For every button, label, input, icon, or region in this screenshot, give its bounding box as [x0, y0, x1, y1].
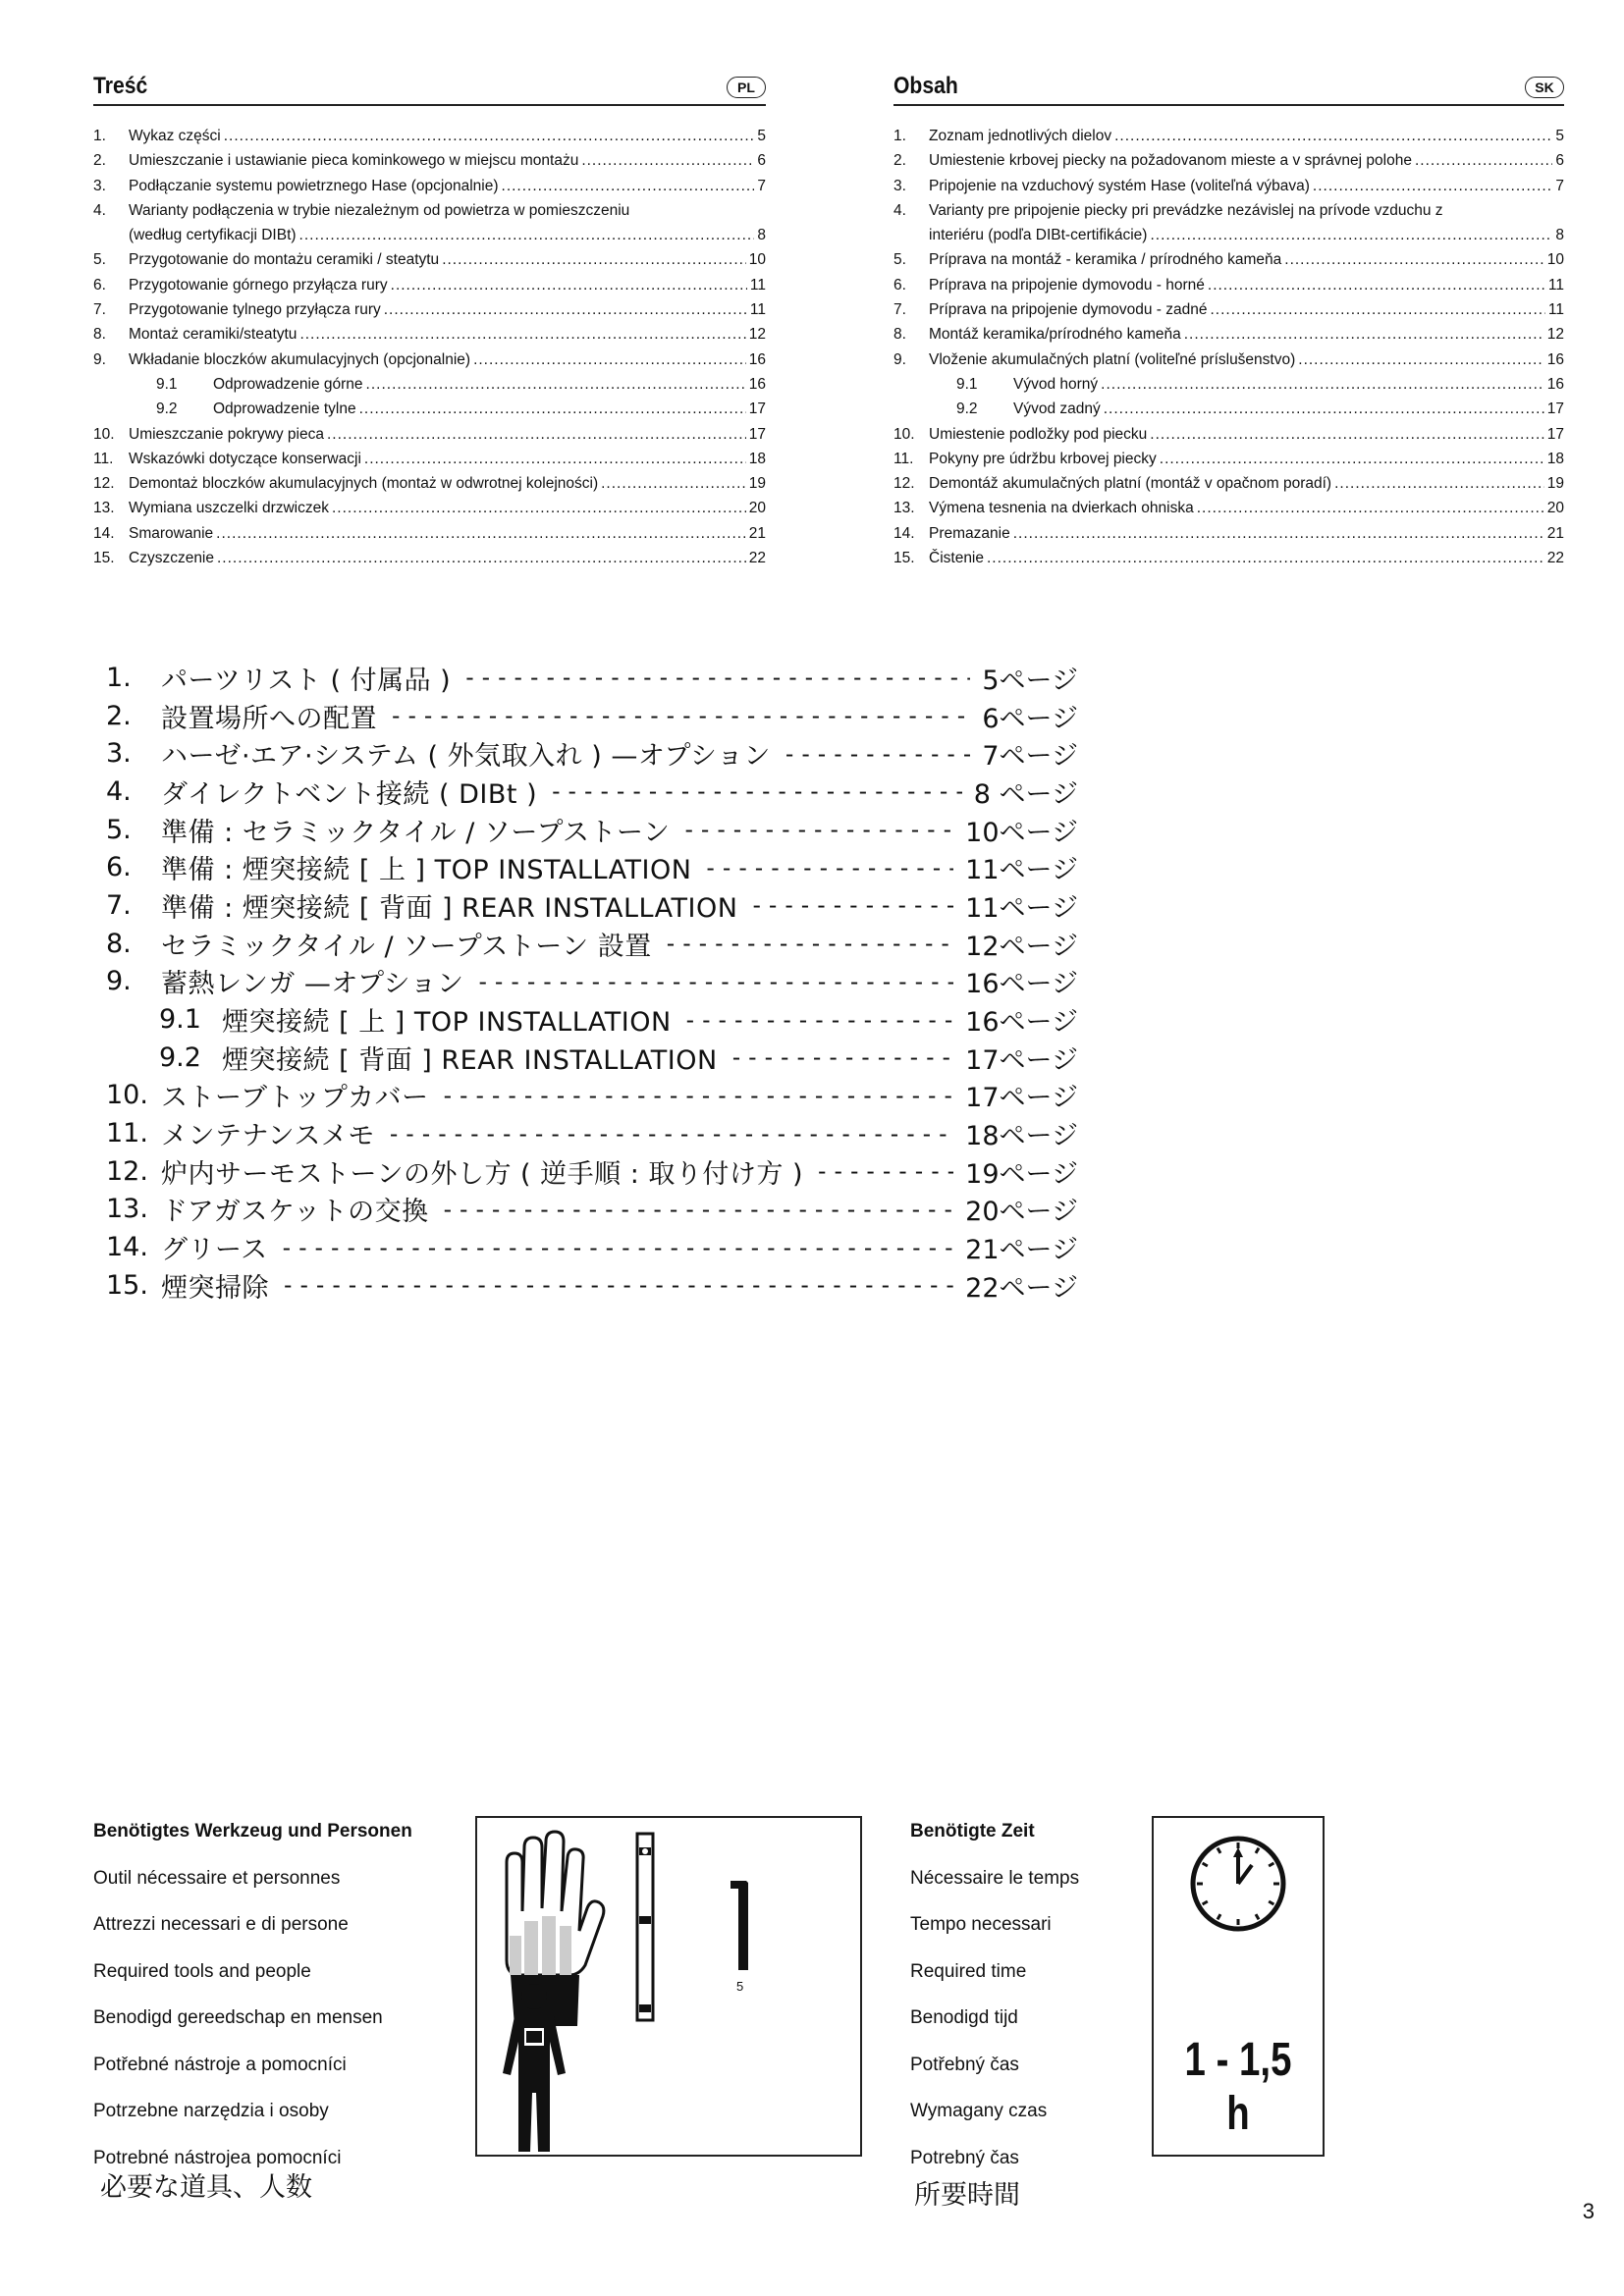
toc-item-title: (według certyfikacji DIBt): [129, 227, 297, 244]
jp-toc-number: 14.: [106, 1232, 148, 1263]
toc-item-title: Przygotowanie górnego przyłącza rury: [129, 276, 388, 294]
toc-item-number: 15.: [893, 550, 915, 567]
toc-item-title: Podłączanie systemu powietrznego Hase (opcjonalnie): [129, 177, 499, 194]
toc-item-title: Smarowanie: [129, 524, 214, 542]
jp-toc-number: 15.: [106, 1269, 148, 1301]
jp-toc-row: [106, 773, 1078, 811]
toc-item-page: 12: [748, 326, 766, 344]
toc-item-title: Vývod horný: [1013, 375, 1099, 393]
jp-leader-dashes: [681, 816, 953, 843]
jp-toc-page: 19ページ: [965, 1158, 1078, 1190]
toc-item-number: 6.: [893, 276, 906, 294]
toc-item-number: 12.: [93, 475, 115, 493]
jp-leader-dashes: [280, 1234, 954, 1261]
jp-toc-row: [106, 925, 1078, 963]
toc-item-page: 17: [748, 400, 766, 418]
toc-item-page: 5: [1555, 128, 1564, 144]
toc-item-page: 8: [757, 227, 766, 244]
toc-row: [93, 347, 766, 372]
toc-sk: [893, 71, 1564, 570]
jp-leader-dashes: [683, 1006, 954, 1034]
toc-item-number: 11.: [893, 450, 914, 467]
toc-item-page: 8: [1555, 227, 1564, 244]
toc-row: [893, 198, 1564, 223]
toc-leader-dots: [601, 471, 746, 496]
toc-item-title: Przygotowanie tylnego przyłącza rury: [129, 301, 381, 319]
toc-item-number: 14.: [93, 524, 115, 542]
toc-leader-dots: [299, 223, 755, 247]
toc-item-number: 6.: [93, 276, 106, 294]
tools-label: Attrezzi necessari e di persone: [93, 1914, 349, 1935]
toc-item-page: 19: [1546, 475, 1564, 493]
toc-sk-title: Obsah: [893, 73, 958, 99]
toc-leader-dots: [1298, 347, 1543, 372]
tools-label: Required tools and people: [93, 1960, 311, 1982]
jp-toc-row: [106, 734, 1078, 773]
jp-leader-dashes: [462, 664, 970, 691]
jp-toc-number: 6.: [106, 852, 132, 883]
toc-leader-dots: [359, 397, 746, 421]
toc-row: [93, 174, 766, 198]
jp-toc-row: [106, 1152, 1078, 1191]
toc-item-title: Varianty pre pripojenie piecky pri prevádzke nezávislej na prívode vzduchu z: [929, 201, 1443, 219]
jp-toc-title: 準備 : セラミックタイル / ソープストーン: [161, 817, 671, 848]
jp-toc-row: [106, 659, 1078, 697]
jp-toc-number: 1.: [106, 662, 132, 693]
toc-item-page: 11: [1547, 276, 1564, 294]
toc-item-number: 9.1: [156, 375, 178, 393]
toc-item-number: 4.: [93, 201, 106, 219]
toc-pl-header: [93, 71, 766, 106]
toc-item-title: Przygotowanie do montażu ceramiki / steatytu: [129, 251, 440, 269]
jp-toc-page: 20ページ: [965, 1197, 1078, 1228]
toc-leader-dots: [327, 422, 746, 447]
toc-item-page: 20: [1546, 500, 1564, 517]
jp-toc-row: [106, 1039, 1078, 1077]
toc-item-number: 10.: [893, 425, 915, 443]
lang-badge-sk: SK: [1525, 77, 1564, 98]
jp-leader-dashes: [730, 1043, 953, 1071]
jp-toc-title: 準備 : 煙突接続 [ 上 ] TOP INSTALLATION: [161, 855, 692, 886]
jp-toc-title: ハーゼ·エア·システム ( 外気取入れ ) —オプション: [161, 741, 771, 773]
toc-row: [93, 223, 766, 247]
jp-toc-page: 17ページ: [965, 1083, 1078, 1114]
toc-row: [93, 273, 766, 297]
jp-toc-number: 5.: [106, 814, 132, 845]
toc-leader-dots: [1150, 422, 1543, 447]
jp-toc-row: [106, 1077, 1078, 1115]
jp-toc-title: セラミックタイル / ソープストーン 設置: [161, 931, 652, 962]
toc-item-number: 15.: [93, 550, 115, 567]
toc-sk-list: [893, 124, 1564, 570]
toc-item-title: interiéru (podľa DIBt-certifikácie): [929, 227, 1148, 244]
toc-item-page: 17: [1546, 400, 1564, 418]
toc-item-title: Premazanie: [929, 524, 1010, 542]
toc-leader-dots: [224, 124, 755, 148]
toc-item-page: 21: [748, 524, 766, 542]
toc-row: [893, 496, 1564, 520]
hex-key-icon: [731, 1881, 748, 1994]
jp-toc-page: 8 ページ: [973, 778, 1078, 810]
toc-leader-dots: [1114, 124, 1552, 148]
toc-row: [93, 496, 766, 520]
jp-toc-title: 煙突接続 [ 背面 ] REAR INSTALLATION: [222, 1044, 718, 1076]
jp-leader-dashes: [549, 777, 962, 805]
toc-item-number: 9.: [93, 350, 106, 368]
toc-item-title: Montaż ceramiki/steatytu: [129, 326, 298, 344]
toc-item-page: 20: [748, 500, 766, 517]
jp-toc-number: 13.: [106, 1194, 148, 1225]
toc-row: [93, 297, 766, 322]
page-number: 3: [1582, 2199, 1595, 2223]
time-box: [1152, 1816, 1325, 2157]
toc-item-title: Pripojenie na vzduchový systém Hase (voliteľná výbava): [929, 177, 1310, 194]
tools-label: Potrzebne narzędzia i osoby: [93, 2101, 329, 2121]
jp-toc-number: 9.1: [159, 1004, 201, 1036]
toc-row: [893, 546, 1564, 570]
jp-leader-dashes: [281, 1271, 953, 1299]
jp-toc-row: [106, 1000, 1078, 1039]
toc-item-number: 5.: [93, 251, 106, 269]
toc-row: [893, 447, 1564, 471]
toc-item-page: 18: [748, 450, 766, 467]
toc-row: [93, 546, 766, 570]
toc-row: [893, 347, 1564, 372]
lang-badge-pl: PL: [727, 77, 766, 98]
toc-leader-dots: [1284, 247, 1543, 272]
toc-row: [93, 422, 766, 447]
toc-row: [893, 397, 1564, 421]
jp-toc-number: 4.: [106, 775, 132, 807]
toc-item-title: Umiestenie krbovej piecky na požadovanom mieste a v správnej polohe: [929, 152, 1412, 170]
time-label: Wymagany czas: [910, 2101, 1048, 2121]
toc-item-page: 12: [1546, 326, 1564, 344]
toc-row: [893, 372, 1564, 397]
jp-toc-title: メンテナンスメモ: [161, 1121, 375, 1152]
jp-toc-number: 7.: [106, 889, 132, 921]
time-label: Tempo necessari: [910, 1914, 1052, 1935]
toc-item-title: Wkładanie bloczków akumulacyjnych (opcjonalnie): [129, 350, 471, 368]
toc-row: [893, 273, 1564, 297]
time-label: Benodigd tijd: [910, 2007, 1018, 2028]
toc-item-page: 18: [1546, 450, 1564, 467]
toc-item-number: 4.: [893, 201, 906, 219]
toc-item-page: 17: [748, 425, 766, 443]
toc-item-title: Odprowadzenie tylne: [213, 400, 356, 418]
toc-row: [893, 148, 1564, 173]
toc-leader-dots: [1160, 447, 1544, 471]
toc-item-number: 8.: [93, 326, 106, 344]
toc-item-number: 9.2: [156, 400, 178, 418]
toc-item-number: 7.: [93, 301, 106, 319]
toc-item-page: 16: [748, 375, 766, 393]
tools-label: Benötigtes Werkzeug und Personen: [93, 1821, 412, 1842]
toc-row: [893, 521, 1564, 546]
toc-leader-dots: [581, 148, 754, 173]
toc-row: [893, 322, 1564, 347]
toc-item-title: Demontáž akumulačných platní (montáž v opačnom poradí): [929, 475, 1332, 493]
jp-toc-page: 11ページ: [965, 892, 1078, 924]
time-label: Nécessaire le temps: [910, 1867, 1080, 1889]
toc-row: [93, 198, 766, 223]
tools-label: Outil nécessaire et personnes: [93, 1867, 341, 1889]
jp-toc-page: 17ページ: [965, 1044, 1078, 1076]
toc-item-title: Príprava na pripojenie dymovodu - zadné: [929, 301, 1208, 319]
tools-labels: [93, 1808, 412, 2181]
toc-item-title: Umieszczanie pokrywy pieca: [129, 425, 324, 443]
toc-item-title: Čistenie: [929, 550, 984, 567]
toc-item-title: Vloženie akumulačných platní (voliteľné príslušenstvo): [929, 350, 1296, 368]
jp-toc-page: 18ページ: [965, 1121, 1078, 1152]
toc-item-page: 16: [748, 350, 766, 368]
jp-toc-row: [106, 848, 1078, 886]
toc-row: [93, 247, 766, 272]
toc-leader-dots: [332, 496, 746, 520]
toc-item-page: 10: [748, 251, 766, 269]
toc-item-title: Demontaż bloczków akumulacyjnych (montaż w odwrotnej kolejności): [129, 475, 599, 493]
toc-row: [93, 372, 766, 397]
jp-toc-row: [106, 963, 1078, 1001]
toc-sk-header: [893, 71, 1564, 106]
toc-item-page: 11: [1547, 301, 1564, 319]
toc-item-number: 8.: [893, 326, 906, 344]
jp-leader-dashes: [703, 854, 953, 881]
toc-item-title: Montáž keramika/prírodného kameňa: [929, 326, 1181, 344]
clock-icon: [1154, 1818, 1323, 1955]
toc-row: [93, 397, 766, 421]
toc-item-number: 1.: [93, 128, 106, 144]
toc-item-page: 7: [1555, 177, 1564, 194]
toc-leader-dots: [1184, 322, 1544, 347]
toc-row: [893, 471, 1564, 496]
toc-leader-dots: [1150, 223, 1552, 247]
toc-leader-dots: [366, 372, 746, 397]
tools-pictogram-box: [475, 1816, 862, 2157]
jp-toc-row: [106, 886, 1078, 925]
toc-leader-dots: [987, 546, 1544, 570]
tools-label: Benodigd gereedschap en mensen: [93, 2007, 383, 2028]
toc-row: [893, 223, 1564, 247]
jp-toc-row: [106, 1114, 1078, 1152]
toc-leader-dots: [1101, 372, 1544, 397]
jp-toc-number: 9.2: [159, 1041, 201, 1073]
jp-toc-title: 煙突掃除: [161, 1272, 269, 1304]
jp-toc-title: 設置場所への配置: [161, 703, 377, 734]
toc-item-number: 5.: [893, 251, 906, 269]
toc-item-page: 22: [748, 550, 766, 567]
time-labels: [910, 1808, 1079, 2181]
jp-toc-row: [106, 1266, 1078, 1305]
jp-leader-dashes: [815, 1157, 953, 1185]
toc-leader-dots: [473, 347, 746, 372]
toc-item-page: 6: [1555, 152, 1564, 170]
toc-leader-dots: [1104, 397, 1544, 421]
toc-leader-dots: [391, 273, 747, 297]
jp-toc-number: 9.: [106, 966, 132, 997]
toc-pl-title: Treść: [93, 73, 148, 99]
jp-toc-title: グリース: [161, 1235, 268, 1266]
toc-leader-dots: [364, 447, 746, 471]
toc-row: [893, 297, 1564, 322]
jp-toc-page: 22ページ: [965, 1272, 1078, 1304]
jp-toc-number: 3.: [106, 738, 132, 770]
toc-leader-dots: [1013, 521, 1544, 546]
toc-leader-dots: [299, 322, 745, 347]
toc-item-title: Wykaz części: [129, 128, 221, 144]
jp-leader-dashes: [783, 740, 970, 768]
time-label: Potrebný čas: [910, 2147, 1019, 2168]
toc-item-title: Umieszczanie i ustawianie pieca kominkowego w miejscu montażu: [129, 152, 579, 170]
toc-leader-dots: [442, 247, 746, 272]
jp-toc-title: ダイレクトベント接続 ( DIBt ): [161, 778, 538, 810]
toc-item-page: 10: [1546, 251, 1564, 269]
toc-item-page: 21: [1546, 524, 1564, 542]
toc-item-title: Zoznam jednotlivých dielov: [929, 128, 1112, 144]
jp-toc-title: ストーブトップカバー: [161, 1083, 429, 1114]
toc-leader-dots: [384, 297, 747, 322]
jp-toc-title: 炉内サーモストーンの外し方 ( 逆手順 : 取り付け方 ): [161, 1158, 804, 1190]
toc-item-number: 3.: [93, 177, 106, 194]
time-label: Potřebný čas: [910, 2054, 1019, 2075]
toc-leader-dots: [1415, 148, 1552, 173]
toc-item-number: 14.: [893, 524, 915, 542]
toc-item-page: 5: [757, 128, 766, 144]
toc-item-title: Warianty podłączenia w trybie niezależnym od powietrza w pomieszczeniu: [129, 201, 630, 219]
toc-item-number: 9.2: [956, 400, 978, 418]
toc-item-page: 6: [757, 152, 766, 170]
toc-item-number: 3.: [893, 177, 906, 194]
toc-leader-dots: [502, 174, 755, 198]
jp-leader-dashes: [441, 1082, 954, 1109]
toc-item-page: 16: [1546, 375, 1564, 393]
toc-item-number: 7.: [893, 301, 906, 319]
toc-pl: [93, 71, 766, 570]
toc-leader-dots: [1210, 297, 1544, 322]
jp-leader-dashes: [389, 702, 970, 729]
jp-toc-title: 煙突接続 [ 上 ] TOP INSTALLATION: [222, 1007, 672, 1039]
toc-item-page: 7: [757, 177, 766, 194]
toc-row: [893, 124, 1564, 148]
jp-toc-number: 11.: [106, 1118, 148, 1149]
jp-toc-title: パーツリスト ( 付属品 ): [161, 665, 452, 696]
toc-item-number: 13.: [893, 500, 915, 517]
toc-row: [893, 422, 1564, 447]
toc-item-page: 11: [749, 301, 766, 319]
toc-row: [93, 322, 766, 347]
toc-jp: [106, 659, 1078, 1305]
jp-leader-dashes: [441, 1196, 954, 1223]
jp-toc-row: [106, 1191, 1078, 1229]
spirit-level-icon: [637, 1834, 653, 2020]
jp-toc-page: 12ページ: [965, 931, 1078, 962]
jp-toc-page: 16ページ: [965, 1007, 1078, 1039]
toc-item-title: Czyszczenie: [129, 550, 214, 567]
toc-leader-dots: [1208, 273, 1545, 297]
tools-jp-label: 必要な道具、人数: [100, 2172, 312, 2203]
toc-item-number: 13.: [93, 500, 115, 517]
tools-label: Potřebné nástroje a pomocníci: [93, 2054, 347, 2075]
jp-leader-dashes: [749, 891, 953, 919]
jp-toc-row: [106, 811, 1078, 849]
jp-toc-page: 6ページ: [982, 703, 1078, 734]
jp-toc-number: 10.: [106, 1080, 148, 1111]
toc-item-title: Príprava na pripojenie dymovodu - horné: [929, 276, 1205, 294]
time-jp-label: 所要時間: [914, 2180, 1020, 2211]
toc-leader-dots: [216, 521, 746, 546]
jp-toc-number: 2.: [106, 700, 132, 731]
tools-label: Potrebné nástrojea pomocníci: [93, 2147, 342, 2168]
jp-toc-page: 7ページ: [982, 741, 1078, 773]
toc-item-number: 10.: [93, 425, 115, 443]
toc-item-title: Wskazówki dotyczące konserwacji: [129, 450, 361, 467]
toc-item-number: 9.: [893, 350, 906, 368]
jp-toc-page: 11ページ: [965, 855, 1078, 886]
jp-toc-title: 蓄熱レンガ —オプション: [161, 969, 464, 1000]
jp-toc-number: 8.: [106, 928, 132, 959]
toc-pl-list: [93, 124, 766, 570]
toc-item-title: Pokyny pre údržbu krbovej piecky: [929, 450, 1157, 467]
toc-row: [93, 124, 766, 148]
toc-row: [93, 447, 766, 471]
time-label: Required time: [910, 1960, 1027, 1982]
jp-toc-page: 5ページ: [982, 665, 1078, 696]
toc-leader-dots: [1313, 174, 1552, 198]
toc-item-number: 1.: [893, 128, 906, 144]
toc-leader-dots: [1334, 471, 1544, 496]
toc-item-number: 11.: [93, 450, 114, 467]
jp-toc-page: 10ページ: [965, 817, 1078, 848]
toc-item-page: 22: [1546, 550, 1564, 567]
toc-item-title: Wymiana uszczelki drzwiczek: [129, 500, 329, 517]
jp-toc-title: ドアガスケットの交換: [161, 1197, 429, 1228]
jp-leader-dashes: [475, 968, 953, 995]
jp-leader-dashes: [664, 930, 953, 957]
toc-item-title: Odprowadzenie górne: [213, 375, 363, 393]
toc-row: [93, 521, 766, 546]
toc-item-number: 12.: [893, 475, 915, 493]
toc-item-page: 11: [749, 276, 766, 294]
time-label: Benötigte Zeit: [910, 1821, 1035, 1842]
toc-item-title: Príprava na montáž - keramika / prírodného kameňa: [929, 251, 1282, 269]
toc-row: [893, 174, 1564, 198]
required-time-value: 1 - 1,5 h: [1184, 2034, 1292, 2140]
jp-toc-row: [106, 697, 1078, 735]
glove-icon: [507, 1832, 604, 2026]
toc-item-title: Výmena tesnenia na dvierkach ohniska: [929, 500, 1194, 517]
jp-leader-dashes: [387, 1120, 953, 1148]
toc-item-title: Umiestenie podložky pod piecku: [929, 425, 1148, 443]
toc-item-page: 19: [748, 475, 766, 493]
toc-item-number: 2.: [893, 152, 906, 170]
jp-toc-page: 16ページ: [965, 969, 1078, 1000]
toc-leader-dots: [1197, 496, 1544, 520]
toc-leader-dots: [217, 546, 746, 570]
toc-item-title: Vývod zadný: [1013, 400, 1101, 418]
toc-item-number: 9.1: [956, 375, 978, 393]
toc-item-page: 16: [1546, 350, 1564, 368]
toc-item-page: 17: [1546, 425, 1564, 443]
toc-row: [93, 148, 766, 173]
jp-toc-number: 12.: [106, 1155, 148, 1187]
jp-toc-page: 21ページ: [965, 1235, 1078, 1266]
hex-key-size-label: 5: [736, 1979, 744, 1994]
toc-row: [93, 471, 766, 496]
jp-toc-title: 準備 : 煙突接続 [ 背面 ] REAR INSTALLATION: [161, 892, 738, 924]
toc-item-number: 2.: [93, 152, 106, 170]
toc-row: [893, 247, 1564, 272]
jp-toc-row: [106, 1228, 1078, 1266]
